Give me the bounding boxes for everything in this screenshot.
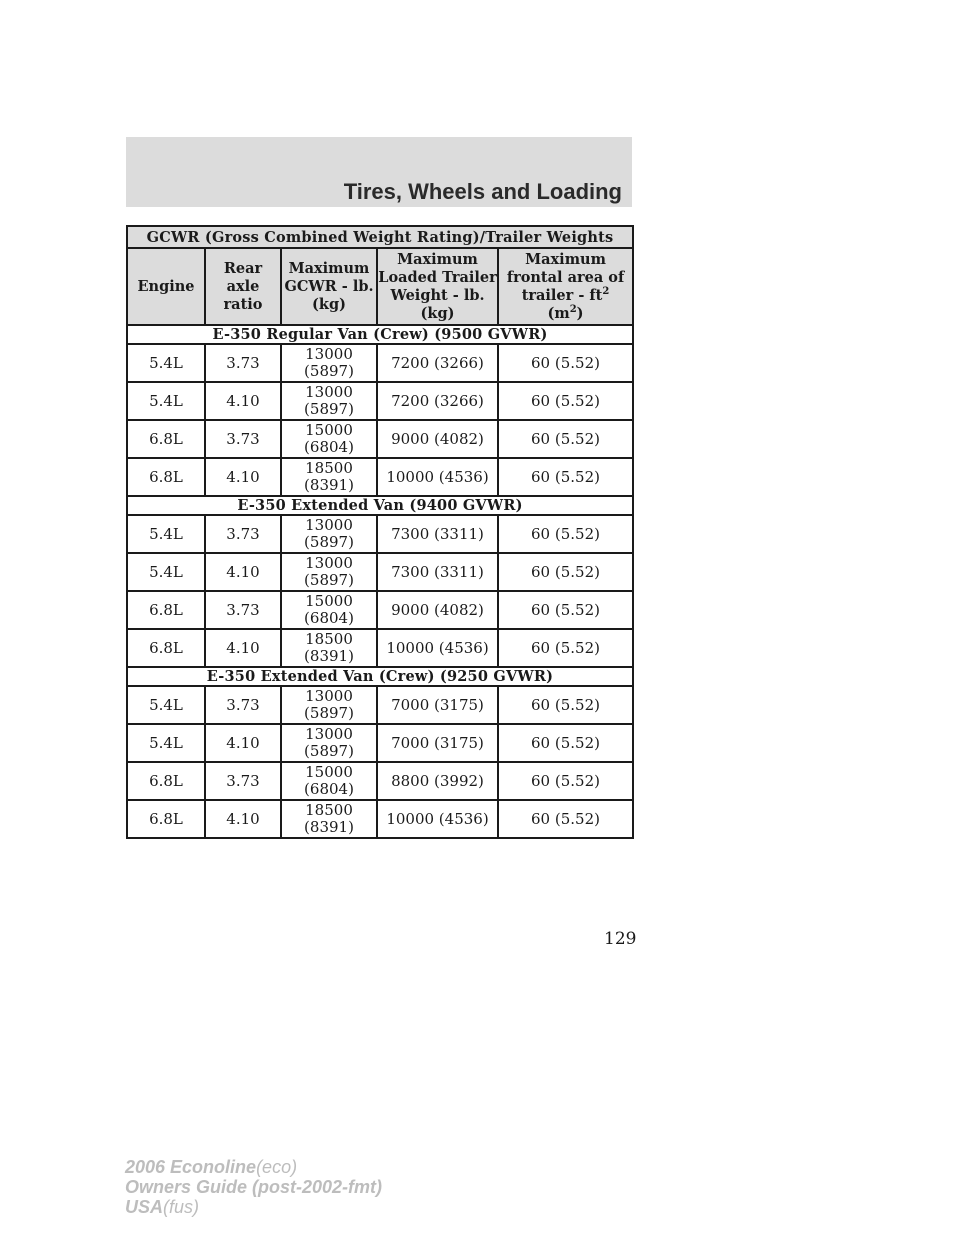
- table-row: [127, 458, 633, 496]
- cell-gcwr-lb: 15000: [305, 763, 353, 781]
- table-row: [127, 553, 633, 591]
- cell-gcwr: [281, 382, 377, 420]
- cell-frontal-area: 60 (5.52): [498, 800, 633, 838]
- cell-gcwr-kg: (5897): [304, 533, 354, 551]
- group-label: E-350 Regular Van (Crew) (9500 GVWR): [127, 325, 633, 344]
- cell-axle-ratio: 3.73: [205, 762, 281, 800]
- table-row: [127, 800, 633, 838]
- cell-engine: 6.8L: [127, 762, 205, 800]
- cell-frontal-area: 60 (5.52): [498, 686, 633, 724]
- cell-trailer-weight: 7200 (3266): [377, 382, 498, 420]
- frontal-area-metric: (m: [547, 304, 570, 322]
- cell-axle-ratio: 3.73: [205, 591, 281, 629]
- group-row: [127, 667, 633, 686]
- cell-axle-ratio: 3.73: [205, 686, 281, 724]
- cell-engine: 5.4L: [127, 724, 205, 762]
- cell-gcwr-lb: 13000: [305, 345, 353, 363]
- group-row: [127, 325, 633, 344]
- table-row: [127, 629, 633, 667]
- footer-guide: Owners Guide (post-2002-fmt): [125, 1177, 383, 1197]
- col-header-trailer-weight: Maximum Loaded Trailer Weight - lb. (kg): [377, 248, 498, 325]
- cell-gcwr: [281, 591, 377, 629]
- col-header-frontal-area: [498, 248, 633, 325]
- gcwr-table: [126, 225, 634, 839]
- table-row: [127, 515, 633, 553]
- cell-engine: 5.4L: [127, 382, 205, 420]
- cell-axle-ratio: 3.73: [205, 344, 281, 382]
- cell-gcwr-kg: (8391): [304, 476, 354, 494]
- cell-gcwr-kg: (5897): [304, 704, 354, 722]
- cell-frontal-area: 60 (5.52): [498, 382, 633, 420]
- cell-gcwr: [281, 686, 377, 724]
- footer-market: USA: [125, 1197, 164, 1217]
- cell-trailer-weight: 10000 (4536): [377, 629, 498, 667]
- cell-engine: 6.8L: [127, 458, 205, 496]
- cell-engine: 6.8L: [127, 800, 205, 838]
- table-row: [127, 591, 633, 629]
- cell-gcwr: [281, 420, 377, 458]
- cell-gcwr-kg: (5897): [304, 362, 354, 380]
- cell-gcwr-lb: 15000: [305, 421, 353, 439]
- cell-gcwr-lb: 18500: [305, 630, 353, 648]
- cell-frontal-area: 60 (5.52): [498, 515, 633, 553]
- cell-engine: 5.4L: [127, 344, 205, 382]
- cell-frontal-area: 60 (5.52): [498, 458, 633, 496]
- cell-frontal-area: 60 (5.52): [498, 420, 633, 458]
- cell-gcwr-lb: 15000: [305, 592, 353, 610]
- table-row: [127, 724, 633, 762]
- cell-gcwr-lb: 13000: [305, 687, 353, 705]
- cell-engine: 5.4L: [127, 686, 205, 724]
- cell-trailer-weight: 9000 (4082): [377, 420, 498, 458]
- cell-engine: 6.8L: [127, 420, 205, 458]
- cell-gcwr-kg: (5897): [304, 742, 354, 760]
- table-row: [127, 762, 633, 800]
- cell-frontal-area: 60 (5.52): [498, 724, 633, 762]
- cell-trailer-weight: 10000 (4536): [377, 458, 498, 496]
- group-label: E-350 Extended Van (Crew) (9250 GVWR): [127, 667, 633, 686]
- cell-axle-ratio: 4.10: [205, 800, 281, 838]
- footer-market-code: (fus): [163, 1197, 200, 1217]
- frontal-area-metric-sup: 2: [569, 303, 577, 315]
- cell-engine: 5.4L: [127, 553, 205, 591]
- col-header-axle: Rear axle ratio: [205, 248, 281, 325]
- cell-gcwr-lb: 13000: [305, 725, 353, 743]
- footer-model: 2006 Econoline: [125, 1157, 257, 1177]
- cell-frontal-area: 60 (5.52): [498, 553, 633, 591]
- frontal-area-sup: 2: [602, 285, 610, 297]
- cell-axle-ratio: 4.10: [205, 553, 281, 591]
- cell-trailer-weight: 9000 (4082): [377, 591, 498, 629]
- table-row: [127, 686, 633, 724]
- table-row: [127, 344, 633, 382]
- cell-trailer-weight: 10000 (4536): [377, 800, 498, 838]
- cell-gcwr-lb: 13000: [305, 554, 353, 572]
- cell-gcwr-kg: (6804): [304, 780, 354, 798]
- frontal-area-close: ): [576, 304, 584, 322]
- cell-frontal-area: 60 (5.52): [498, 344, 633, 382]
- cell-gcwr-lb: 13000: [305, 383, 353, 401]
- cell-gcwr-kg: (8391): [304, 818, 354, 836]
- table-body: [127, 325, 633, 838]
- cell-axle-ratio: 3.73: [205, 515, 281, 553]
- table-title-row: [127, 226, 633, 248]
- page-number: 129: [604, 929, 637, 949]
- cell-gcwr: [281, 553, 377, 591]
- table-row: [127, 382, 633, 420]
- footer-model-code: (eco): [256, 1157, 298, 1177]
- cell-gcwr-kg: (5897): [304, 571, 354, 589]
- cell-gcwr: [281, 762, 377, 800]
- cell-engine: 6.8L: [127, 591, 205, 629]
- cell-frontal-area: 60 (5.52): [498, 591, 633, 629]
- cell-gcwr: [281, 344, 377, 382]
- cell-engine: 5.4L: [127, 515, 205, 553]
- table-row: [127, 420, 633, 458]
- cell-trailer-weight: 7200 (3266): [377, 344, 498, 382]
- cell-gcwr-kg: (6804): [304, 609, 354, 627]
- frontal-area-text: Maximum frontal area of trailer - ft: [506, 250, 625, 304]
- section-title: Tires, Wheels and Loading: [343, 179, 622, 204]
- group-label: E-350 Extended Van (9400 GVWR): [127, 496, 633, 515]
- cell-trailer-weight: 7000 (3175): [377, 686, 498, 724]
- col-header-engine: Engine: [127, 248, 205, 325]
- cell-frontal-area: 60 (5.52): [498, 762, 633, 800]
- cell-axle-ratio: 4.10: [205, 382, 281, 420]
- cell-gcwr-lb: 13000: [305, 516, 353, 534]
- cell-gcwr: [281, 629, 377, 667]
- cell-gcwr: [281, 458, 377, 496]
- col-header-gcwr: Maximum GCWR - lb. (kg): [281, 248, 377, 325]
- group-row: [127, 496, 633, 515]
- table-title: GCWR (Gross Combined Weight Rating)/Trailer Weights: [127, 226, 633, 248]
- cell-gcwr: [281, 800, 377, 838]
- cell-gcwr-kg: (8391): [304, 647, 354, 665]
- gcwr-table-container: [126, 225, 632, 839]
- header-band: [126, 137, 632, 207]
- document-footer: [125, 1157, 382, 1217]
- cell-gcwr: [281, 515, 377, 553]
- cell-engine: 6.8L: [127, 629, 205, 667]
- cell-gcwr-kg: (6804): [304, 438, 354, 456]
- cell-axle-ratio: 4.10: [205, 629, 281, 667]
- cell-gcwr-lb: 18500: [305, 801, 353, 819]
- cell-gcwr: [281, 724, 377, 762]
- cell-gcwr-lb: 18500: [305, 459, 353, 477]
- cell-frontal-area: 60 (5.52): [498, 629, 633, 667]
- cell-trailer-weight: 7300 (3311): [377, 515, 498, 553]
- cell-trailer-weight: 7300 (3311): [377, 553, 498, 591]
- cell-axle-ratio: 4.10: [205, 724, 281, 762]
- cell-gcwr-kg: (5897): [304, 400, 354, 418]
- table-header-row: [127, 248, 633, 325]
- cell-trailer-weight: 7000 (3175): [377, 724, 498, 762]
- cell-axle-ratio: 3.73: [205, 420, 281, 458]
- cell-trailer-weight: 8800 (3992): [377, 762, 498, 800]
- cell-axle-ratio: 4.10: [205, 458, 281, 496]
